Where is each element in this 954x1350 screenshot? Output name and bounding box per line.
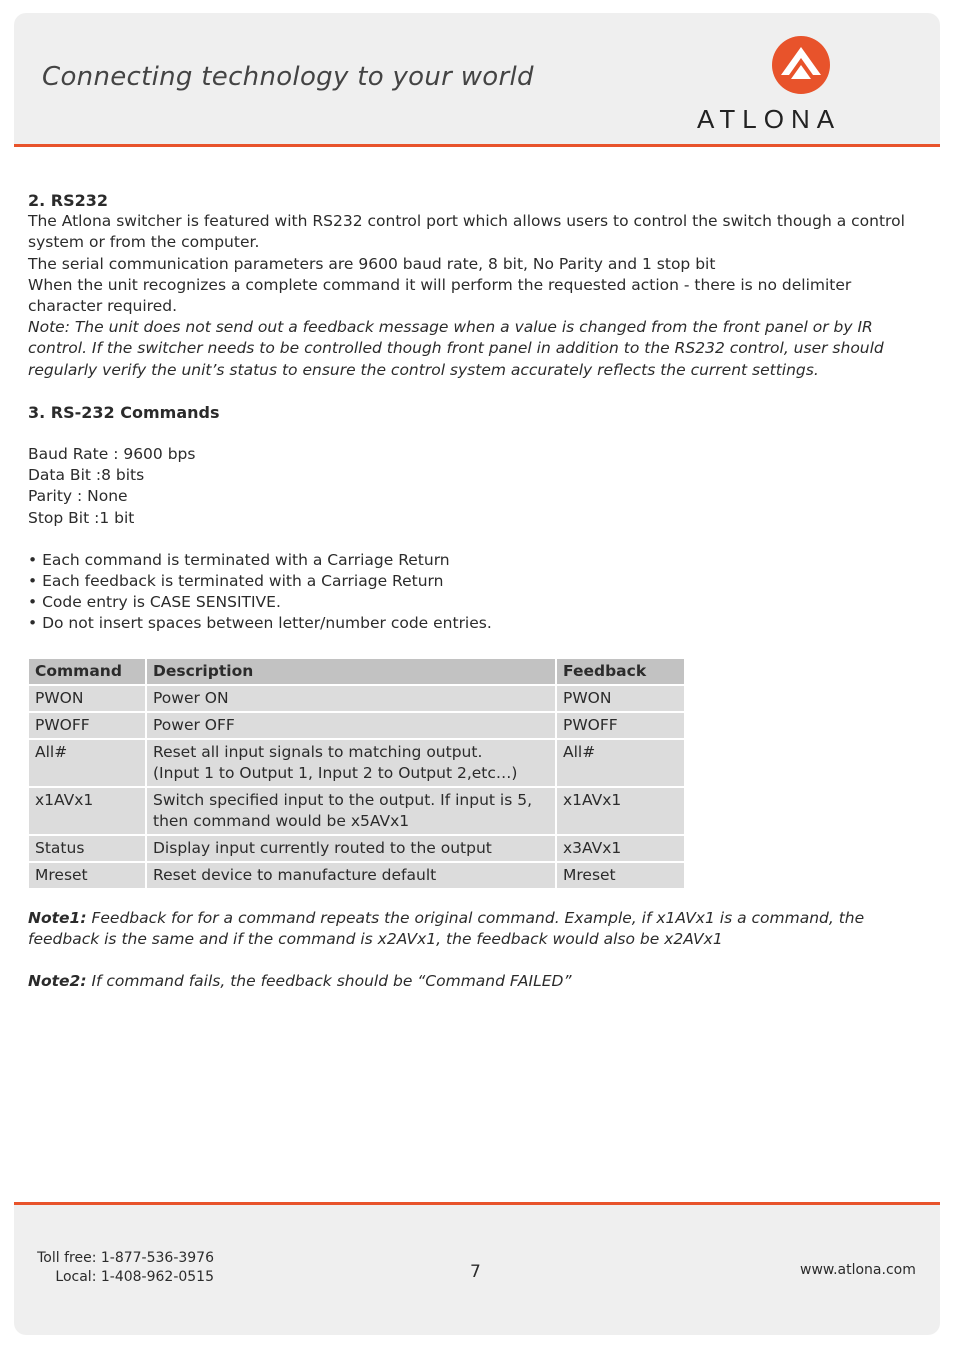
table-cell: PWON: [557, 686, 684, 711]
section-heading-commands: 3. RS-232 Commands: [28, 402, 220, 422]
table-cell: Status: [29, 836, 145, 861]
website-link[interactable]: www.atlona.com: [800, 1262, 916, 1278]
param-line: Data Bit :8 bits: [28, 466, 145, 485]
column-header: Feedback: [557, 659, 684, 684]
contact-phones: [34, 1249, 214, 1287]
section-heading-rs232: 2. RS232: [28, 191, 109, 210]
toll-free-number: Toll free: 1-877-536-3976: [37, 1250, 214, 1266]
table-cell: All#: [29, 740, 145, 786]
main-content: [28, 190, 928, 635]
cell-line: then command would be x5AVx1: [153, 812, 410, 830]
cell-line: (Input 1 to Output 1, Input 2 to Output 2,etc…): [153, 764, 518, 782]
table-cell: Mreset: [557, 863, 684, 888]
page-number: 7: [470, 1262, 481, 1282]
cell-line: Switch specified input to the output. If input is 5,: [153, 791, 532, 809]
table-cell: Power ON: [147, 686, 555, 711]
table-cell: x1AVx1: [29, 788, 145, 834]
table-row: [29, 863, 684, 888]
notes-section: [28, 908, 928, 993]
tagline: Connecting technology to your world: [42, 62, 534, 92]
bullet-item: • Each command is terminated with a Carriage Return: [28, 550, 450, 569]
table-row: [29, 740, 684, 786]
table-cell: PWOFF: [29, 713, 145, 738]
note2-text: If command fails, the feedback should be “Command FAILED”: [86, 972, 572, 991]
table-row: [29, 713, 684, 738]
local-number: Local: 1-408-962-0515: [55, 1269, 214, 1285]
table-header-row: [29, 659, 684, 684]
note2-label: Note2:: [28, 972, 87, 991]
bullet-item: • Code entry is CASE SENSITIVE.: [28, 593, 281, 612]
table-cell: PWOFF: [557, 713, 684, 738]
header-divider: [14, 144, 940, 147]
note-paragraph: Note: The unit does not send out a feedback message when a value is changed from the front panel or by IR control. If the switcher needs to be controlled though front panel in addition to the RS232 control, user should regularly verify the unit’s status to ensure the control system accurately reflects the current settings.: [28, 318, 884, 379]
table-cell: Reset device to manufacture default: [147, 863, 555, 888]
bullet-item: • Each feedback is terminated with a Carriage Return: [28, 572, 444, 591]
table-cell: Mreset: [29, 863, 145, 888]
param-line: Parity : None: [28, 487, 128, 506]
note1-text: Feedback for for a command repeats the original command. Example, if x1AVx1 is a command, the feedback is the same and if the command is x2AVx1, the feedback would also be x2AVx1: [28, 909, 865, 949]
param-line: Baud Rate : 9600 bps: [28, 445, 196, 464]
table-row: [29, 788, 684, 834]
cell-line: Reset all input signals to matching output.: [153, 743, 483, 761]
paragraph: The serial communication parameters are 9600 baud rate, 8 bit, No Parity and 1 stop bit: [28, 254, 716, 273]
table-row: [29, 686, 684, 711]
table-cell: All#: [557, 740, 684, 786]
table-cell: x1AVx1: [557, 788, 684, 834]
paragraph: When the unit recognizes a complete command it will perform the requested action - there is no delimiter character required.: [28, 275, 852, 316]
table-cell: Display input currently routed to the output: [147, 836, 555, 861]
atlona-logo-icon: [771, 35, 831, 95]
note1-label: Note1:: [28, 909, 87, 927]
bullet-item: • Do not insert spaces between letter/number code entries.: [28, 614, 492, 633]
commands-table: [27, 657, 686, 890]
table-cell: PWON: [29, 686, 145, 711]
table-cell: [147, 788, 555, 834]
table-cell: [147, 740, 555, 786]
table-cell: x3AVx1: [557, 836, 684, 861]
param-line: Stop Bit :1 bit: [28, 508, 135, 527]
logo-wordmark: ATLONA: [697, 104, 842, 134]
paragraph: The Atlona switcher is featured with RS232 control port which allows users to control the switch though a control system or from the computer.: [28, 212, 905, 252]
column-header: Description: [147, 659, 555, 684]
column-header: Command: [29, 659, 145, 684]
table-row: [29, 836, 684, 861]
table-cell: Power OFF: [147, 713, 555, 738]
